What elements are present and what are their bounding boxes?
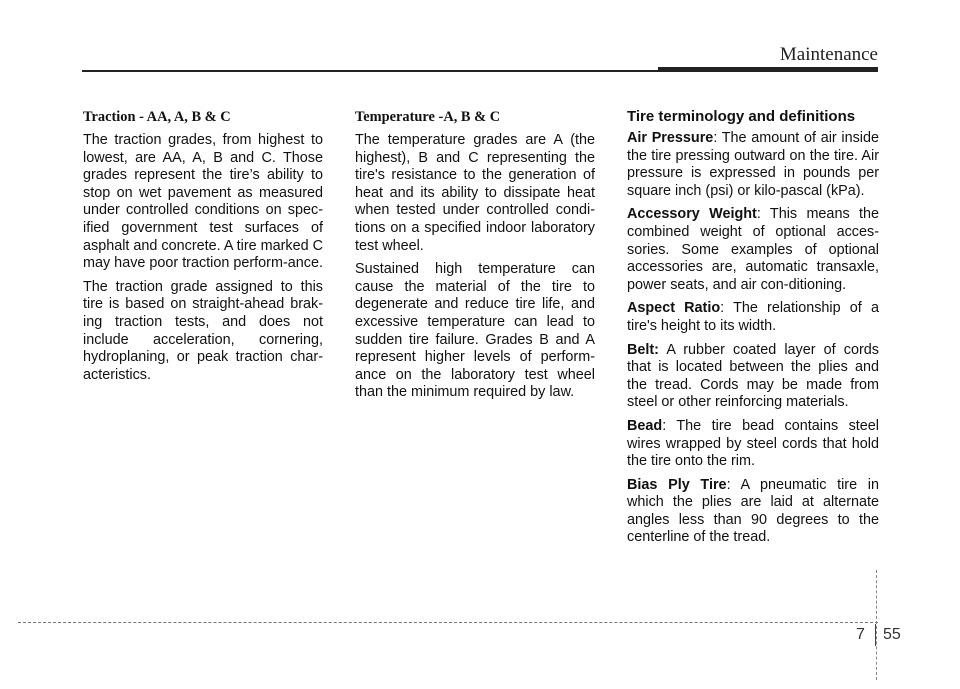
term-definition: A pneumatic tire in which the plies are laid at alternate angles less than 90 degrees to the centerline of the tread. <box>627 476 880 546</box>
traction-paragraph-2: The traction grade assigned to this tire is based on straight-ahead brak-ing traction tests, and does not include acceleration, cornering, hydroplaning, or peak traction char-acteristics. <box>83 278 323 383</box>
header-rule <box>82 70 658 72</box>
term-label: Accessory Weight <box>627 206 757 223</box>
term-definition: The amount of air inside the tire pressing outward on the tire. Air pressure is expressed in pounds per square inch (psi) or kilo-pascal (kPa). <box>627 130 879 199</box>
term-definition: The tire bead contains steel wires wrapped by steel cords that hold the tire onto the rim. <box>627 417 879 470</box>
term-label: Air Pressure <box>627 130 714 146</box>
term-definition: A rubber coated layer of cords that is located between the plies and the tread. Cords may be made from steel or other reinforcing materials. <box>627 341 879 411</box>
traction-paragraph-1: The traction grades, from highest to lowest, are AA, A, B and C. Those grades represent the tire’s ability to stop on wet pavement as measured under controlled conditions on spec-ified government test surfaces of asphalt and concrete. A tire marked C may have poor traction perform-ance. <box>83 132 323 272</box>
page-divider <box>875 624 876 646</box>
footer-line <box>18 622 878 623</box>
definition-bead: Bead: The tire bead contains steel wires wrapped by steel cords that hold the tire onto the rim. <box>627 417 879 470</box>
temperature-paragraph-2: Sustained high temperature can cause the material of the tire to degenerate and reduce tire life, and excessive temperature can lead to sudden tire failure. Grades B and A represent higher levels of perform-ance on the laboratory test wheel than the minimum required by law. <box>355 261 595 401</box>
column-traction <box>83 108 323 390</box>
term-definition: The relationship of a tire's height to its width. <box>627 300 879 334</box>
terminology-heading: Tire terminology and definitions <box>627 108 856 125</box>
column-temperature <box>355 108 595 408</box>
term-label: Aspect Ratio <box>627 300 721 317</box>
definition-bias-ply-tire: Bias Ply Tire: A pneumatic tire in which the plies are laid at alternate angles less than 90 degrees to the centerline of the tread. <box>627 476 880 546</box>
term-definition: This means the combined weight of optional acces-sories. Some examples of optional accessories are, automatic transaxle, power seats, and air con-ditioning. <box>627 206 879 293</box>
temperature-paragraph-1: The temperature grades are A (the highest), B and C representing the tire's resistance to the generation of heat and its ability to dissipate heat when tested under controlled condi-tions on a specified indoor laboratory test wheel. <box>355 132 595 254</box>
term-label: Belt: <box>627 341 659 358</box>
column-terminology <box>627 108 879 553</box>
term-label: Bead <box>627 417 663 434</box>
footer-tick <box>876 570 877 680</box>
temperature-heading: Temperature -A, B & C <box>355 109 501 125</box>
definition-accessory-weight: Accessory Weight: This means the combined weight of optional acces-sories. Some examples of optional accessories are, automatic transaxle, power seats, and air con-ditioning. <box>627 206 879 293</box>
header-rule-accent <box>658 67 878 72</box>
definition-air-pressure: Air Pressure: The amount of air inside the tire pressing outward on the tire. Air pressure is expressed in pounds per square inch (psi) or kilo-pascal (kPa). <box>627 130 879 199</box>
page-number: 55 <box>883 626 901 643</box>
section-title: Maintenance <box>779 44 878 65</box>
definition-aspect-ratio: Aspect Ratio: The relationship of a tire's height to its width. <box>627 300 879 334</box>
definition-belt <box>627 342 879 412</box>
traction-heading: Traction - AA, A, B & C <box>83 109 231 125</box>
chapter-number: 7 <box>856 626 865 643</box>
term-label: Bias Ply Tire <box>627 476 727 493</box>
